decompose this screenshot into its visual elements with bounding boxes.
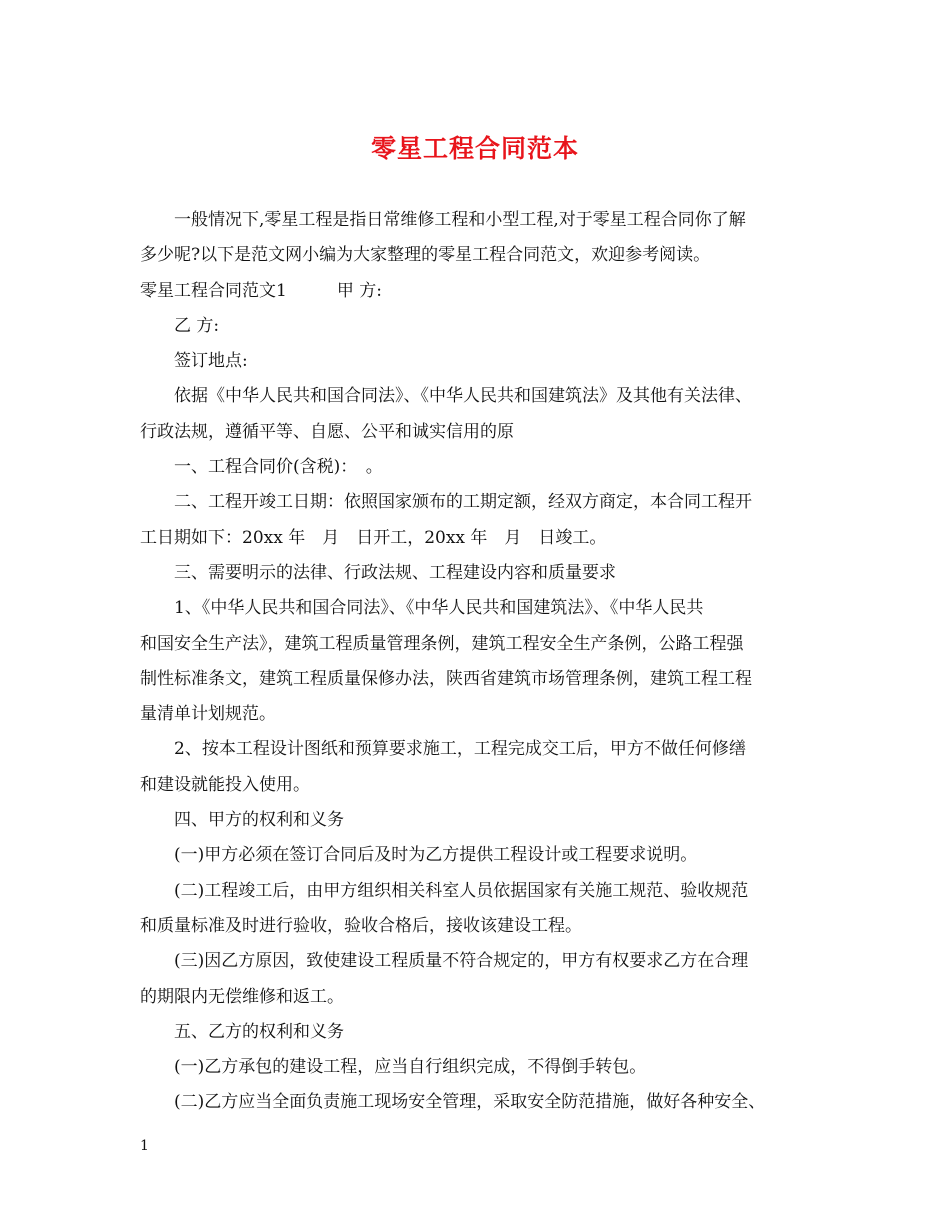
text-line [140,627,820,662]
text-line-content: 多少呢?以下是范文网小编为大家整理的零星工程合同范文，欢迎参考阅读。 [140,245,711,266]
text-line-content: 1、《中华人民共和国合同法》、《中华人民共和国建筑法》、《中华人民共 [174,598,704,619]
text-line [140,732,820,767]
text-line-content: 工日期如下：20xx 年 月 日开工，20xx 年 月 日竣工。 [140,527,607,548]
text-line [140,1050,820,1085]
text-line [140,450,820,485]
document-title: 零星工程合同范本 [370,134,579,163]
text-line-content: 五、乙方的权利和义务 [174,1021,344,1042]
text-line-content: 量清单计划规范。 [140,704,276,725]
text-line [140,768,820,803]
text-line [140,485,820,520]
text-line-content-secondary: 甲 方: [336,280,382,301]
text-line-content: (三)因乙方原因，致使建设工程质量不符合规定的，甲方有权要求乙方在合理 [174,951,749,972]
text-line [140,309,820,344]
text-line [140,344,820,379]
text-line-content: (一)甲方必须在签订合同后及时为乙方提供工程设计或工程要求说明。 [174,845,698,866]
text-line-content: 三、需要明示的法律、行政法规、工程建设内容和质量要求 [174,562,616,583]
text-line-content: 一、工程合同价(含税)： 。 [174,457,383,478]
text-line [140,1015,820,1050]
text-line-content: 制性标准条文，建筑工程质量保修办法，陕西省建筑市场管理条例，建筑工程工程 [140,668,752,689]
text-line [140,203,820,238]
text-line-content: 乙 方: [174,315,220,336]
document-body [140,203,820,1121]
text-line [140,874,820,909]
text-line-content: (二)工程竣工后，由甲方组织相关科室人员依据国家有关施工规范、验收规范 [174,880,749,901]
text-line-content: (一)乙方承包的建设工程，应当自行组织完成，不得倒手转包。 [174,1057,647,1078]
text-line-content: 的期限内无偿维修和返工。 [140,986,344,1007]
text-line-content: 一般情况下,零星工程是指日常维修工程和小型工程,对于零星工程合同你了解 [174,210,746,230]
text-line-content: 2、按本工程设计图纸和预算要求施工，工程完成交工后，甲方不做任何修缮 [174,739,746,760]
page-number: 1 [140,1138,149,1154]
text-line [140,591,820,626]
text-line [140,662,820,697]
text-line [140,909,820,944]
text-line-content: 依据《中华人民共和国合同法》、《中华人民共和国建筑法》及其他有关法律、 [174,386,752,407]
text-line-content: (二)乙方应当全面负责施工现场安全管理，采取安全防范措施，做好各种安全、 [174,1092,766,1113]
text-line [140,1085,820,1120]
text-line-content: 四、甲方的权利和义务 [174,810,344,831]
text-line [140,697,820,732]
text-line [140,803,820,838]
text-line-content: 二、工程开竣工日期：依照国家颁布的工期定额，经双方商定，本合同工程开 [174,492,752,513]
text-line-content: 零星工程合同范文1 [140,280,287,301]
text-line [140,415,820,450]
text-line-content: 和建设就能投入使用。 [140,774,310,795]
text-line [140,980,820,1015]
text-line [140,379,820,414]
text-line [140,838,820,873]
text-line-content: 行政法规，遵循平等、自愿、公平和诚实信用的原 [140,421,514,442]
text-line-content: 和国安全生产法》，建筑工程质量管理条例，建筑工程安全生产条例，公路工程强 [140,633,744,654]
text-line-content: 和质量标准及时进行验收，验收合格后，接收该建设工程。 [140,915,582,936]
text-line [140,556,820,591]
text-line-content: 签订地点: [174,351,248,372]
text-line [140,238,820,273]
text-line [140,521,820,556]
text-line [140,944,820,979]
text-line [140,274,820,309]
